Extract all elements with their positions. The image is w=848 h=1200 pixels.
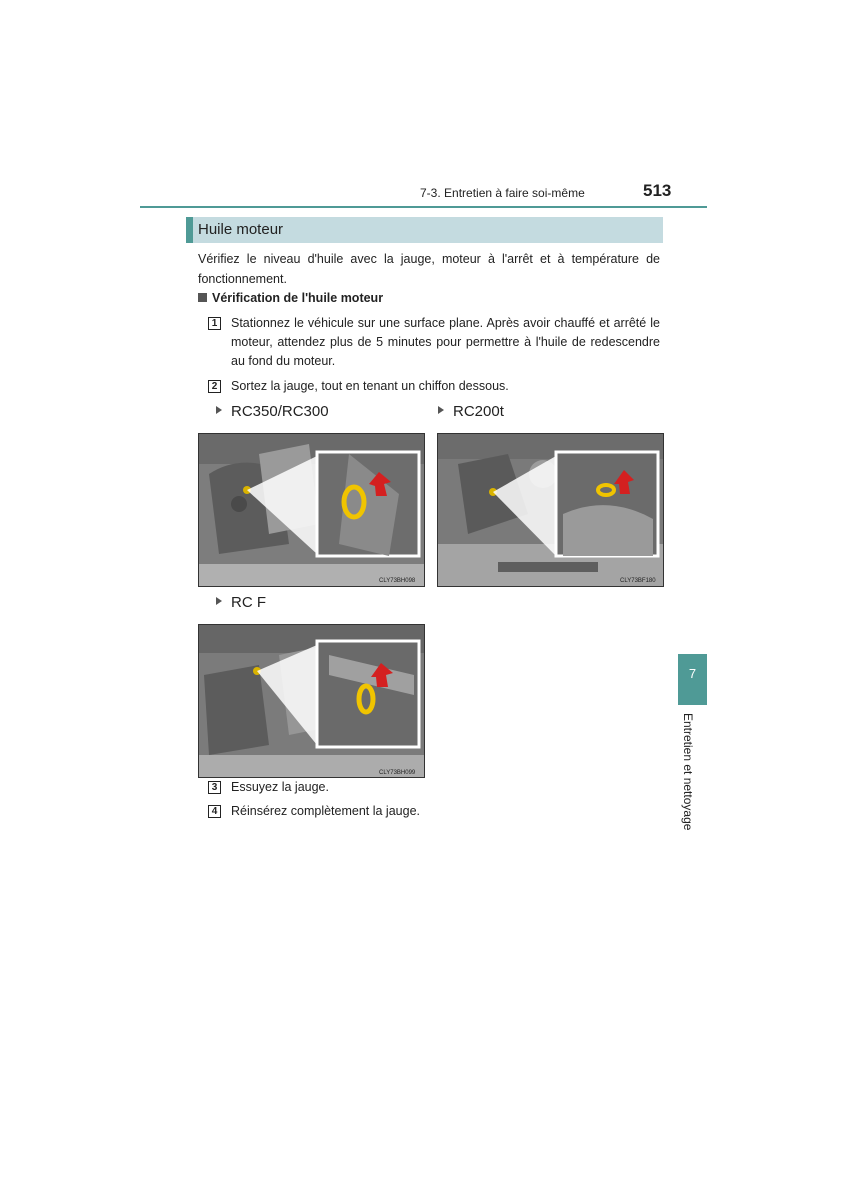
chapter-tab xyxy=(678,654,707,705)
photo-code: CLY73BH099 xyxy=(379,770,416,776)
engine-photo-rcf xyxy=(198,624,425,778)
section-title-bar xyxy=(186,217,663,243)
chapter-label: Entretien et nettoyage xyxy=(681,713,695,831)
triangle-bullet-icon xyxy=(216,406,222,414)
variant-rc350-label xyxy=(216,403,329,420)
subheading xyxy=(198,291,383,305)
variant-rc200t-label xyxy=(438,403,504,420)
photo-code: CLY73BF180 xyxy=(620,578,656,584)
variant-rcf-text: RC F xyxy=(231,594,266,611)
step-2-text: Sortez la jauge, tout en tenant un chiffon dessous. xyxy=(231,379,509,393)
step-3-number: 3 xyxy=(208,781,221,794)
square-bullet-icon xyxy=(198,293,207,302)
engine-photo-rc200t xyxy=(437,433,664,587)
running-header-section: 7-3. Entretien à faire soi-même xyxy=(420,186,585,200)
photo-code: CLY73BH098 xyxy=(379,578,416,584)
variant-rc350-text: RC350/RC300 xyxy=(231,403,329,420)
intro-paragraph: Vérifiez le niveau d'huile avec la jauge, moteur à l'arrêt et à température de fonctionnement. xyxy=(198,252,660,286)
step-2-number: 2 xyxy=(208,380,221,393)
step-1-number: 1 xyxy=(208,317,221,330)
engine-photo-rc350 xyxy=(198,433,425,587)
step-1-text: Stationnez le véhicule sur une surface plane. Après avoir chauffé et arrêté le moteur, attendez plus de 5 minutes pour permettre à l'huile de redescendre au fond du moteur. xyxy=(231,316,660,368)
header-divider xyxy=(140,206,707,208)
section-title: Huile moteur xyxy=(198,221,284,238)
page-number: 513 xyxy=(643,181,672,200)
subheading-text: Vérification de l'huile moteur xyxy=(212,291,384,305)
triangle-bullet-icon xyxy=(216,597,222,605)
variant-rc200t-text: RC200t xyxy=(453,403,504,420)
variant-rcf-label xyxy=(216,594,266,611)
triangle-bullet-icon xyxy=(438,406,444,414)
step-3-text: Essuyez la jauge. xyxy=(231,780,329,794)
step-4-text: Réinsérez complètement la jauge. xyxy=(231,804,420,818)
chapter-number: 7 xyxy=(688,666,697,681)
step-4-number: 4 xyxy=(208,805,221,818)
